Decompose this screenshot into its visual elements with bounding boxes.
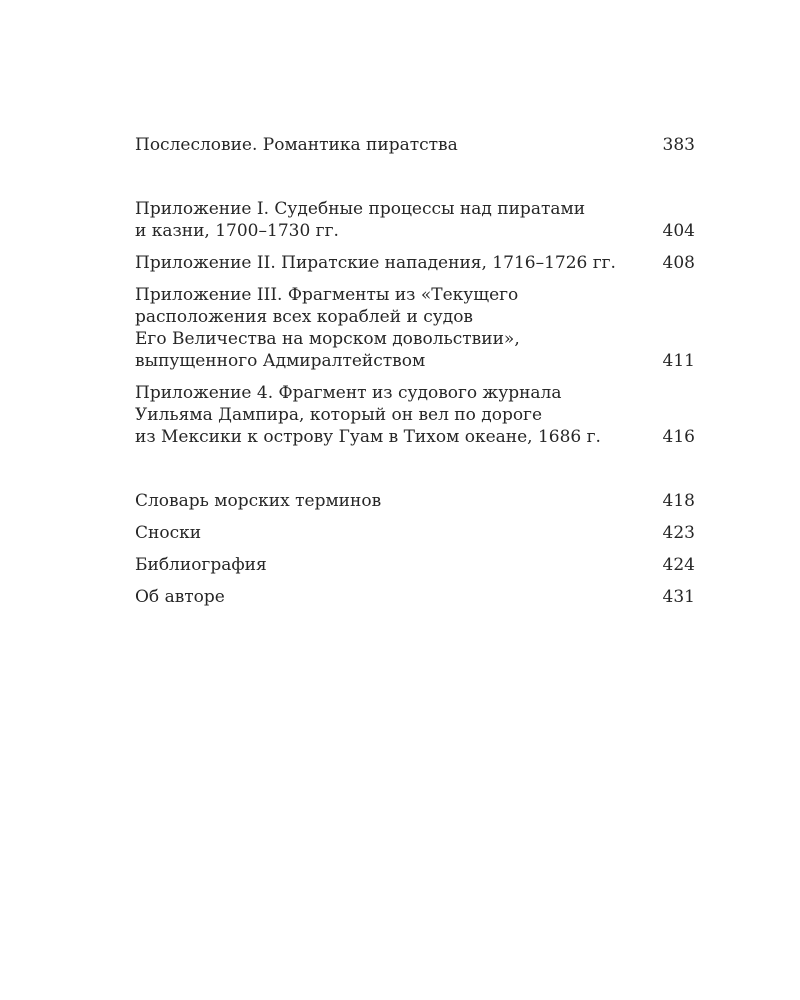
- entry-gap: [135, 544, 695, 554]
- toc-entry-title: Об авторе: [135, 587, 225, 607]
- toc-entry-title: Библиография: [135, 555, 267, 575]
- toc-entry-title-line: из Мексики к острову Гуам в Тихом океане, 1686 г.: [135, 427, 601, 447]
- entry-gap: [135, 372, 695, 382]
- toc-entry-page: 404: [662, 221, 695, 241]
- entry-gap: [135, 576, 695, 586]
- toc-entry-page: 423: [662, 523, 695, 543]
- toc-entry-title: Сноски: [135, 523, 202, 543]
- toc-entry-page: 416: [662, 427, 695, 447]
- toc-entry-title: [135, 252, 651, 274]
- toc-entry-appendix-4[interactable]: [135, 382, 695, 448]
- toc-entry-title-line: выпущенного Адмиралтейством: [135, 351, 426, 371]
- entry-gap: [135, 274, 695, 284]
- toc-entry-title: Послесловие. Романтика пиратства: [135, 135, 458, 155]
- toc-entry-appendix-2[interactable]: [135, 252, 695, 274]
- entry-gap: [135, 512, 695, 522]
- toc-entry-page: 408: [662, 253, 695, 273]
- toc-entry-page: 411: [662, 351, 695, 371]
- toc-entry-about-author[interactable]: [135, 586, 695, 608]
- toc-entry-appendix-1[interactable]: [135, 198, 695, 242]
- toc-entry-title-line: Приложение II. Пиратские нападения, 1716–1726 гг.: [135, 253, 616, 273]
- toc-entry-title-line: расположения всех кораблей и судов: [135, 307, 474, 327]
- toc-entry-title: Словарь морских терминов: [135, 491, 382, 511]
- toc-entry-title-line: Его Величества на морском довольствии»,: [135, 329, 520, 349]
- toc-entry-page: 418: [662, 491, 695, 511]
- toc-entry-title-line: Приложение 4. Фрагмент из судового журнала: [135, 383, 562, 403]
- toc-entry-page: 424: [662, 555, 695, 575]
- toc-entry-title-line: Приложение I. Судебные процессы над пиратами: [135, 199, 586, 219]
- toc-entry-page: 431: [662, 587, 695, 607]
- toc-entry-title-line: и казни, 1700–1730 гг.: [135, 221, 339, 241]
- toc-entry-bibliography[interactable]: [135, 554, 695, 576]
- section-gap: [135, 448, 695, 490]
- toc-entry-page: 383: [662, 135, 695, 155]
- entry-gap: [135, 242, 695, 252]
- toc-entry-appendix-3[interactable]: [135, 284, 695, 372]
- toc-entry-footnotes[interactable]: [135, 522, 695, 544]
- toc-entry-title-line: Уильяма Дампира, который он вел по дороге: [135, 405, 543, 425]
- toc-entry-afterword[interactable]: [135, 134, 695, 156]
- toc-entry-title-line: Приложение III. Фрагменты из «Текущего: [135, 285, 519, 305]
- section-gap: [135, 156, 695, 198]
- toc-entry-title: [135, 382, 651, 448]
- toc-entry-title: [135, 198, 651, 242]
- toc-entry-title: [135, 284, 651, 372]
- table-of-contents: [135, 134, 695, 608]
- toc-entry-glossary[interactable]: [135, 490, 695, 512]
